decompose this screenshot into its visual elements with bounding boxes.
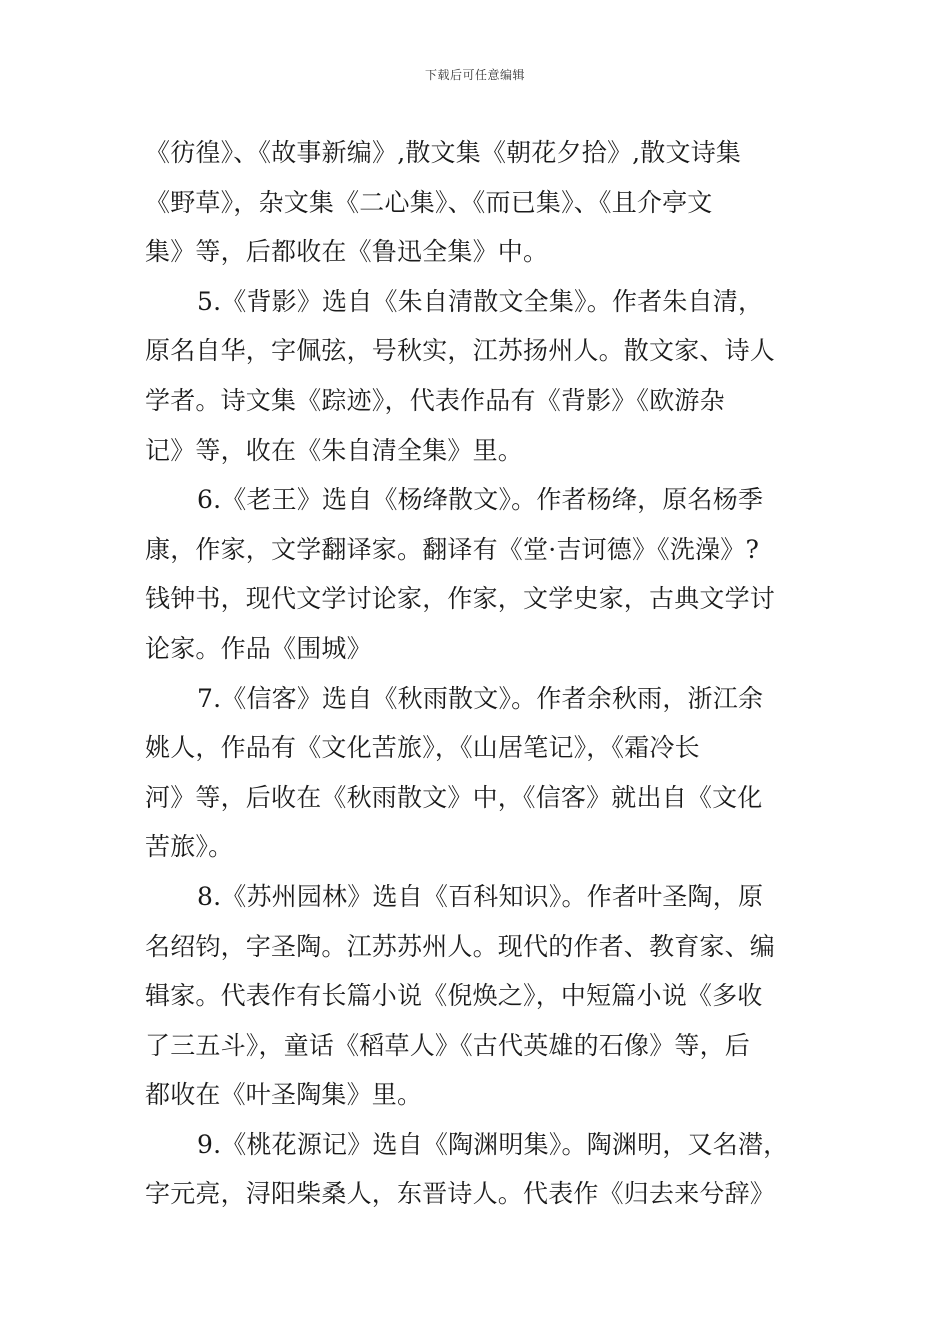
text-line: 河》等，后收在《秋雨散文》中，《信客》就出自《文化 [145, 782, 763, 812]
text-line: 记》等，收在《朱自清全集》里。 [145, 435, 524, 465]
paragraph-start-line: 7.《信客》选自《秋雨散文》。作者余秋雨，浙江余 [197, 683, 764, 713]
page-header: 下载后可任意编辑 [424, 68, 525, 82]
text-line: 康，作家，文学翻译家。翻译有《堂·吉诃德》《洗澡》? [145, 534, 760, 564]
document-body [145, 128, 815, 1219]
text-line: 姚人，作品有《文化苦旅》，《山居笔记》，《霜冷长 [145, 733, 700, 763]
text-line: 都收在《叶圣陶集》里。 [145, 1080, 423, 1110]
paragraph-start-line: 9.《桃花源记》选自《陶渊明集》。陶渊明，又名潜， [197, 1129, 789, 1159]
text-line: 苦旅》。 [145, 832, 234, 862]
text-line: 字元亮，浔阳柴桑人，东晋诗人。代表作《归去来兮辞》 [145, 1179, 776, 1209]
text-line: 集》等，后都收在《鲁迅全集》中。 [145, 237, 549, 267]
text-line: 论家。作品《围城》 [145, 633, 372, 663]
text-line: 原名自华，字佩弦，号秋实，江苏扬州人。散文家、诗人 [145, 336, 776, 366]
text-line: 名绍钧，字圣陶。江苏苏州人。现代的作者、教育家、编 [145, 931, 776, 961]
text-line: 《彷徨》、《故事新编》,散文集《朝花夕拾》,散文诗集 [145, 138, 742, 167]
text-line: 《野草》，杂文集《二心集》、《而已集》、《且介亭文 [145, 187, 713, 217]
paragraph-start-line: 8.《苏州园林》选自《百科知识》。作者叶圣陶，原 [197, 881, 764, 911]
text-line: 了三五斗》，童话《稻草人》《古代英雄的石像》等，后 [145, 1030, 751, 1060]
text-line: 钱钟书，现代文学讨论家，作家，文学史家，古典文学讨 [145, 584, 776, 614]
paragraph-start-line: 6.《老王》选自《杨绛散文》。作者杨绛，原名杨季 [197, 485, 764, 515]
text-line: 辑家。代表作有长篇小说《倪焕之》，中短篇小说《多收 [145, 981, 763, 1011]
text-line: 学者。诗文集《踪迹》，代表作品有《背影》《欧游杂 [145, 385, 725, 415]
paragraph-start-line: 5.《背影》选自《朱自清散文全集》。作者朱自清， [197, 286, 764, 316]
